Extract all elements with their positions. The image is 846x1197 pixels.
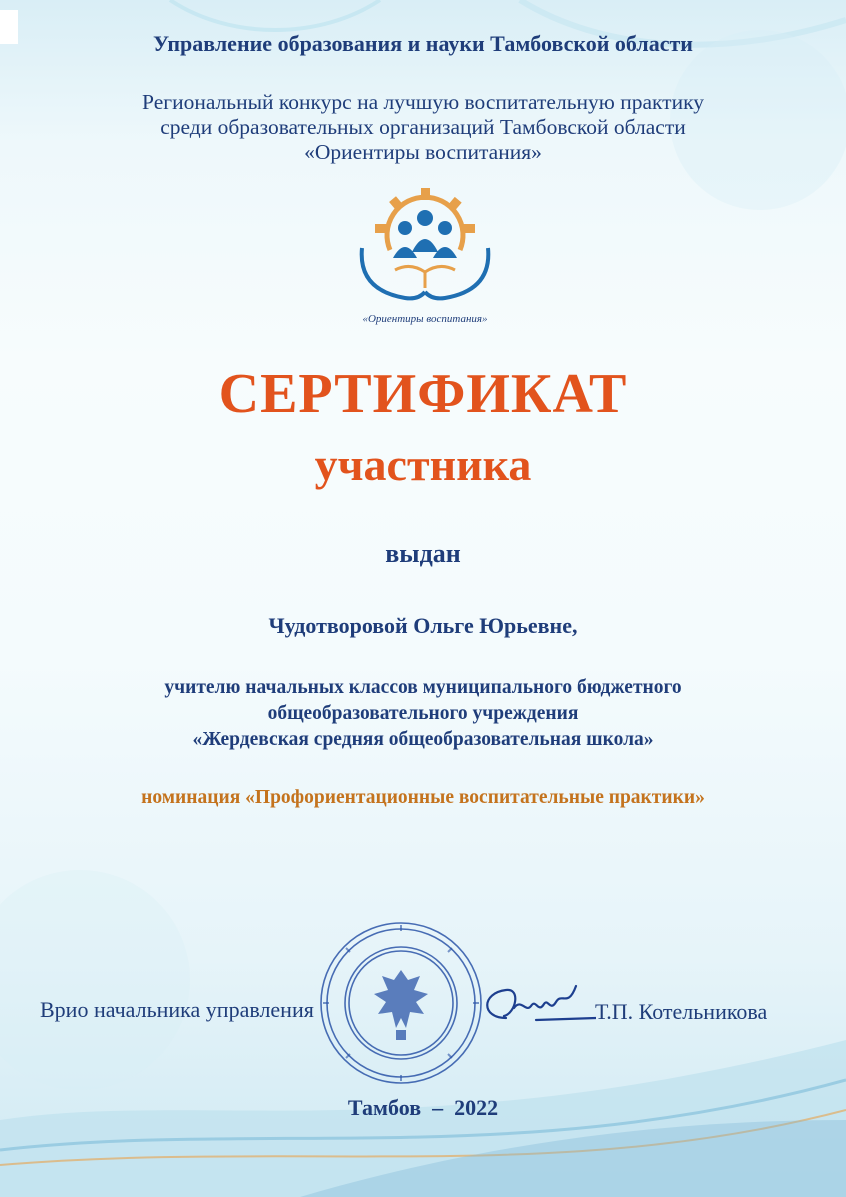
contest-line-2: среди образовательных организаций Тамбовской области: [160, 115, 686, 139]
handwritten-signature: [476, 978, 596, 1038]
position-line-2: общеобразовательного учреждения: [267, 703, 579, 724]
certificate-subtitle: участника: [314, 439, 532, 490]
signatory-role: Врио начальника управления: [40, 997, 314, 1022]
recipient-name: Чудотворовой Ольге Юрьевне,: [268, 613, 578, 638]
organization-heading: Управление образования и науки Тамбовской области: [153, 31, 693, 56]
contest-line-1: Региональный конкурс на лучшую воспитательную практику: [142, 90, 704, 114]
position-line-1: учителю начальных классов муниципального бюджетного: [164, 677, 682, 698]
nomination: номинация «Профориентационные воспитательные практики»: [141, 787, 705, 808]
contest-logo: [350, 180, 500, 330]
logo-caption: «Ориентиры воспитания»: [362, 313, 488, 325]
contest-line-3: «Ориентиры воспитания»: [304, 140, 542, 164]
signatory-name: Т.П. Котельникова: [595, 999, 768, 1024]
position-line-3: «Жердевская средняя общеобразовательная школа»: [192, 729, 654, 750]
city-year: Тамбов – 2022: [347, 1095, 499, 1120]
certificate-title: СЕРТИФИКАТ: [218, 363, 628, 425]
official-seal: [316, 918, 486, 1088]
issued-label: выдан: [385, 539, 461, 568]
